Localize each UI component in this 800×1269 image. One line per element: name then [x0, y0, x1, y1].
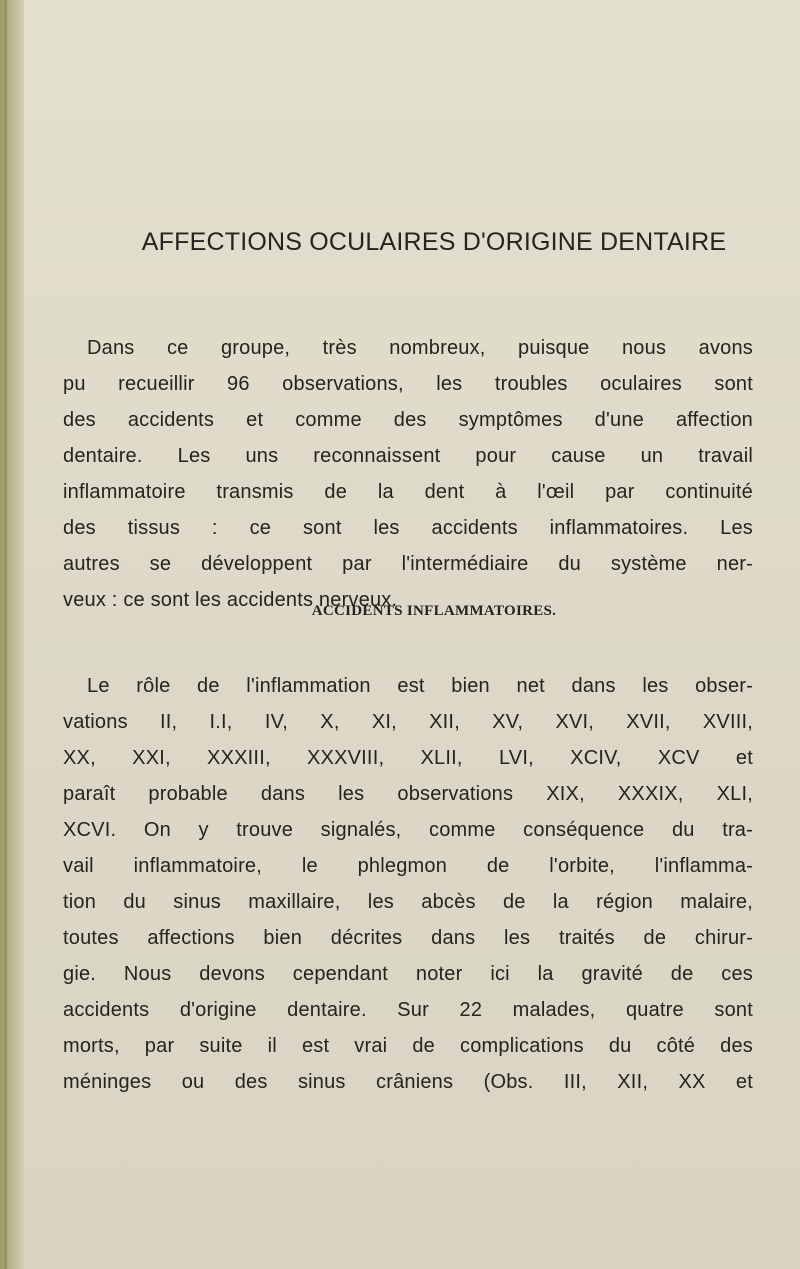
paragraph-line: tion du sinus maxillaire, les abcès de la région malaire, — [63, 891, 753, 913]
paragraph-line: des tissus : ce sont les accidents inflammatoires. Les — [63, 517, 753, 539]
intro-paragraph — [63, 330, 753, 618]
paragraph-line: veux : ce sont les accidents nerveux. — [63, 589, 398, 611]
paragraph-line: gie. Nous devons cependant noter ici la gravité de ces — [63, 963, 753, 985]
paragraph-line: inflammatoire transmis de la dent à l'œil par continuité — [63, 481, 753, 503]
book-page — [24, 0, 800, 1269]
book-spine-edge — [0, 0, 24, 1269]
paragraph-line: XCVI. On y trouve signalés, comme conséquence du tra- — [63, 819, 753, 841]
paragraph-line: accidents d'origine dentaire. Sur 22 malades, quatre sont — [63, 999, 753, 1021]
paragraph-line: Dans ce groupe, très nombreux, puisque nous avons — [87, 337, 753, 359]
paragraph-line: pu recueillir 96 observations, les troubles oculaires sont — [63, 373, 753, 395]
paragraph-line: morts, par suite il est vrai de complications du côté des — [63, 1035, 753, 1057]
paragraph-line: méninges ou des sinus crâniens (Obs. III, XII, XX et — [63, 1071, 753, 1093]
paragraph-line: vail inflammatoire, le phlegmon de l'orbite, l'inflamma- — [63, 855, 753, 877]
paragraph-line: vations II, I.I, IV, X, XI, XII, XV, XVI, XVII, XVIII, — [63, 711, 753, 733]
section-heading: ACCIDENTS INFLAMMATOIRES. — [311, 603, 557, 619]
paragraph-line: des accidents et comme des symptômes d'une affection — [63, 409, 753, 431]
paragraph-line: XX, XXI, XXXIII, XXXVIII, XLII, LVI, XCIV, XCV et — [63, 747, 753, 769]
paragraph-line: toutes affections bien décrites dans les traités de chirur- — [63, 927, 753, 949]
paragraph-line: dentaire. Les uns reconnaissent pour cause un travail — [63, 445, 753, 467]
paragraph-line: Le rôle de l'inflammation est bien net dans les obser- — [87, 675, 753, 697]
section-paragraph — [63, 668, 753, 1100]
page-title: AFFECTIONS OCULAIRES D'ORIGINE DENTAIRE — [141, 228, 727, 256]
paragraph-line: autres se développent par l'intermédiaire du système ner- — [63, 553, 753, 575]
paragraph-line: paraît probable dans les observations XIX, XXXIX, XLI, — [63, 783, 753, 805]
